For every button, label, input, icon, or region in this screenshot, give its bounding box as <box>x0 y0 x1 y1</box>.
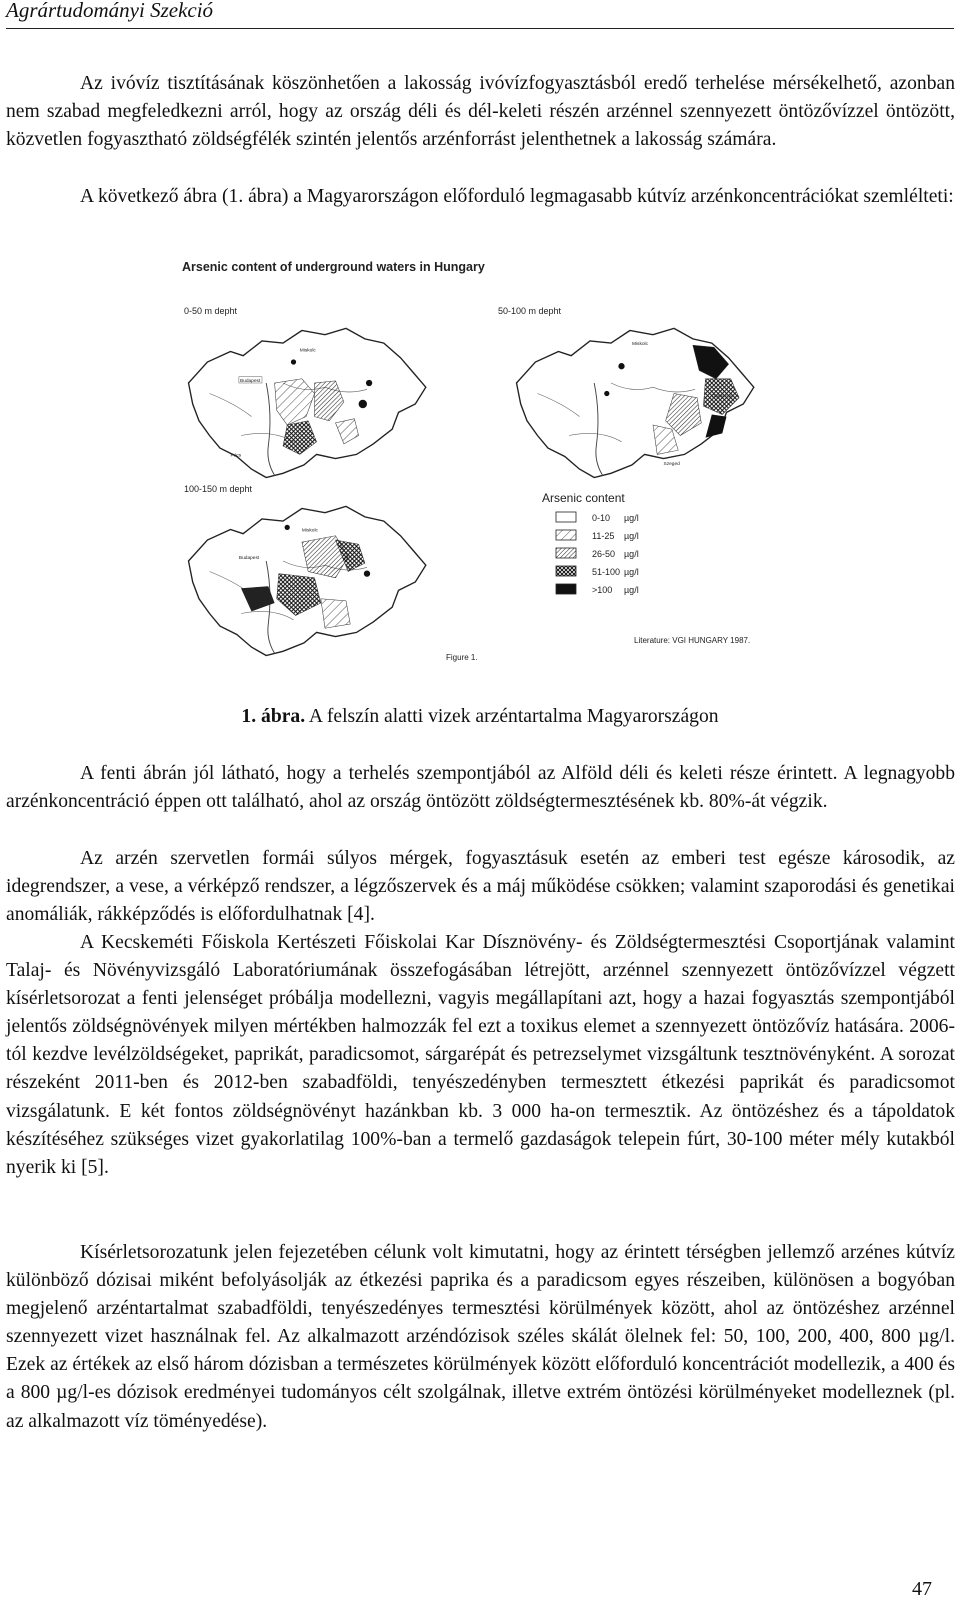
paragraph-intro: Az ivóvíz tisztításának köszönhetően a lakosság ivóvízfogyasztásból eredő terhelése mérsékelhető, azonban nem szabad megfeledkezni arról, hogy az ország déli és dél-keleti részén arzénnel szennyezett öntözővízzel öntözött, közvetlen fogyasztható zöldségfélék szintén jelentős arzénforrást jelenthetnek a lakosság számára. <box>6 73 955 151</box>
figure-caption-number: 1. ábra. <box>241 706 306 727</box>
page-number: 47 <box>912 1578 932 1600</box>
legend-unit: µg/l <box>624 549 639 559</box>
arsenic-map-svg <box>148 240 804 678</box>
legend-unit: µg/l <box>624 585 639 595</box>
arsenic-map-figure <box>148 240 804 678</box>
map2-depth-label: 50-100 m depht <box>498 306 562 316</box>
legend-item-over-100 <box>556 584 639 595</box>
legend-range: 0-10 <box>592 513 611 523</box>
map2-city-miskolc: Miskolc <box>632 342 649 348</box>
paragraph-toxicity: Az arzén szervetlen formái súlyos mérgek, fogyasztásuk esetén az emberi test egésze károsodik, az idegrendszer, a vese, a vérképző rendszer, a légzőszervek és a máj működése csökken; valamint szaporodási és genetikai anomáliák, rákképződés is előfordulhatnak [4]. <box>6 848 955 926</box>
map1-city-pecs: Pécs <box>230 453 242 459</box>
paragraph-aims: Kísérletsorozatunk jelen fejezetében célunk volt kimutatni, hogy az érintett térségben jellemző arzénes kútvíz különböző dózisai miként befolyásolják az étkezési paprika és a paradicsom egyes részeiben, különösen a bogyóban megjelenő arzéntartalmat szabadföldi, tenyészedényes termesztési körülmények között, ahol az öntözéshez arzénnel szennyezett vizet használnak fel. Az alkalmazott arzéndózisok széles skálát ölelnek fel: 50, 100, 200, 400, 800 µg/l. Ezek az értékek az első három dózisban a természetes körülmények között előforduló koncentrációt modellezik, a 400 és a 800 µg/l-es dózisok eredményei tudományos célt szolgálnak, illetve extrém öntözési körülményeket modelleznek (pl. az alkalmazott víz töményedése). <box>6 1242 955 1432</box>
running-header <box>6 0 954 29</box>
map2-city-szeged: Szeged <box>663 461 680 467</box>
legend-range: >100 <box>592 585 613 595</box>
legend-range: 26-50 <box>592 549 616 559</box>
legend-item-11-25 <box>556 530 639 541</box>
map3-depth-label: 100-150 m depht <box>184 484 253 494</box>
figure-title: Arsenic content of underground waters in Hungary <box>182 260 485 274</box>
legend-item-26-50 <box>556 548 639 559</box>
legend-range: 11-25 <box>592 531 615 541</box>
map2-city-debrecen: Debrecen <box>711 394 733 400</box>
header-title: Agrártudományi Szekció <box>6 0 214 22</box>
legend-unit: µg/l <box>624 513 639 523</box>
arsenic-legend <box>542 491 639 595</box>
map1-depth-label: 0-50 m depht <box>184 306 238 316</box>
paragraph-experiment: A Kecskeméti Főiskola Kertészeti Főiskolai Kar Dísznövény- és Zöldségtermesztési Csoportjának valamint Talaj- és Növényvizsgáló Laboratóriumának összefogásában létrejött, arzénnel szennyezett öntözővízzel végzett kísérletsorozat a fenti jelenséget próbálja modellezni, vagyis megállapítani azt, hogy a hazai fogyasztás szempontjából jelentős zöldségnövények milyen mértékben halmozzák fel ezt a toxikus elemet a szennyezett öntözővíz hatására. 2006-tól kezdve levélzöldségeket, paprikát, paradicsomot, sárgarépát és petrezselymet vizsgáltunk tesztnövényként. A sorozat részeként 2011-ben és 2012-ben szabadföldi, tenyészedényben termesztett étkezési paprikát és paradicsomot vizsgálatunk. E két fontos zöldségnövényt hazánkban kb. 3 000 ha-on termesztik. Az öntözéshez és a tápoldatok készítéséhez szükséges vizet gyakorlatilag 100%-ban a termelő gazdaságok telepein fúrt, 30-100 méter mély kutakból nyerik ki [5]. <box>6 932 955 1178</box>
figure-caption-text: A felszín alatti vizek arzéntartalma Magyarországon <box>305 706 719 727</box>
figure-source: Literature: VGI HUNGARY 1987. <box>634 636 751 645</box>
map1-city-miskolc: Miskolc <box>299 348 316 354</box>
legend-item-0-10 <box>556 512 639 523</box>
hungary-map-0-50m <box>189 328 426 477</box>
figure-caption <box>0 706 960 728</box>
legend-range: 51-100 <box>592 567 621 577</box>
legend-unit: µg/l <box>624 567 639 577</box>
map3-city-miskolc: Miskolc <box>301 528 318 534</box>
paragraph-figure-intro: A következő ábra (1. ábra) a Magyarországon előforduló legmagasabb kútvíz arzénkoncentrációkat szemlélteti: <box>80 186 954 207</box>
hungary-map-100-150m <box>189 506 426 655</box>
legend-title: Arsenic content <box>542 491 625 505</box>
hungary-map-50-100m <box>517 328 754 477</box>
legend-item-51-100 <box>556 566 639 577</box>
map3-city-budapest: Budapest <box>238 555 260 561</box>
paragraph-map-discussion: A fenti ábrán jól látható, hogy a terhelés szempontjából az Alföld déli és keleti része érintett. A legnagyobb arzénkoncentráció éppen ott található, ahol az ország öntözött zöldségtermesztésének kb. 80%-át végzik. <box>6 763 955 813</box>
figure-inner-label: Figure 1. <box>446 653 478 662</box>
legend-unit: µg/l <box>624 531 639 541</box>
map1-city-budapest: Budapest <box>239 378 261 384</box>
